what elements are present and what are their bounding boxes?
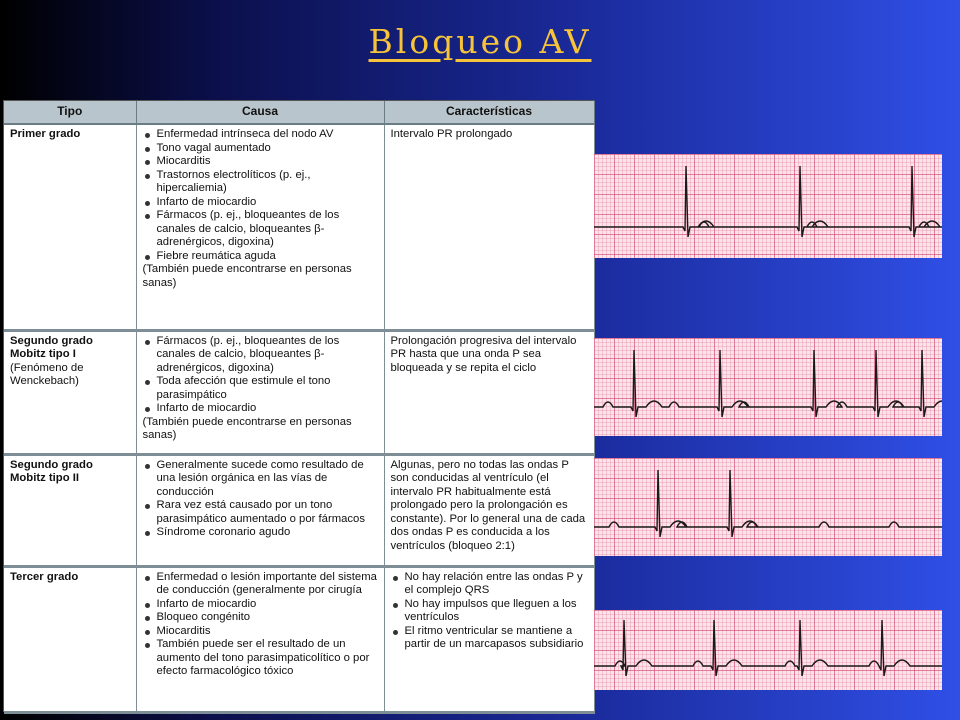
characteristic-text: Prolongación progresiva del intervalo PR hasta que una onda P sea bloqueada y se repita el ciclo — [390, 334, 577, 374]
characteristic-item: No hay impulsos que lleguen a los ventrículos — [391, 598, 588, 625]
cause-item: Rara vez está causado por un tono parasimpático aumentado o por fármacos — [143, 499, 378, 526]
av-block-table-panel — [3, 100, 595, 712]
cell-tipo — [4, 566, 136, 712]
tipo-sublabel: (Fenómeno de Wenckebach) — [10, 361, 84, 387]
characteristic-item: No hay relación entre las ondas P y el complejo QRS — [391, 571, 588, 598]
ecg-strip-mobitz-1 — [594, 338, 942, 436]
cause-item: Miocarditis — [143, 155, 378, 169]
cell-tipo — [4, 454, 136, 566]
header-causa: Causa — [136, 101, 384, 124]
cause-item: También puede ser el resultado de un aumento del tono parasimpaticolítico o por efecto farmacológico tóxico — [143, 638, 378, 679]
cell-causa — [136, 454, 384, 566]
ecg-strip-mobitz-2 — [594, 458, 942, 556]
cause-item: Fármacos (p. ej., bloqueantes de los canales de calcio, bloqueantes β-adrenérgicos, digoxina) — [143, 209, 378, 250]
cause-item: Infarto de miocardio — [143, 402, 378, 416]
ecg-trace — [594, 166, 942, 237]
cause-item: Fármacos (p. ej., bloqueantes de los canales de calcio, bloqueantes β-adrenérgicos, digoxina) — [143, 335, 378, 376]
tipo-label: Segundo grado Mobitz tipo I — [10, 334, 93, 360]
cause-list — [143, 128, 378, 263]
tipo-label: Tercer grado — [10, 570, 79, 583]
ecg-strip-tercer-grado — [594, 610, 942, 690]
table-row — [4, 330, 594, 454]
cell-tipo — [4, 330, 136, 454]
ecg-trace — [594, 470, 942, 537]
cell-caracteristicas — [384, 124, 594, 330]
characteristics-list — [391, 571, 588, 652]
ecg-trace — [594, 350, 942, 417]
cause-item: Enfermedad o lesión importante del sistema de conducción (generalmente por cirugía — [143, 571, 378, 598]
cause-note: (También puede encontrarse en personas sanas) — [142, 263, 352, 289]
characteristic-text: Algunas, pero no todas las ondas P son conducidas al ventrículo (el intervalo PR habitualmente está prolongado pero la prolongación es constante). Por lo general una de cada dos ondas P es conducida a los ventrículos (bloqueo 2:1) — [390, 458, 586, 552]
ecg-trace-svg — [594, 154, 942, 258]
slide-title: Bloqueo AV — [368, 22, 592, 61]
cause-item: Toda afección que estimule el tono parasimpático — [143, 375, 378, 402]
cause-item: Fiebre reumática aguda — [143, 250, 378, 264]
characteristic-item: El ritmo ventricular se mantiene a partir de un marcapasos subsidiario — [391, 625, 588, 652]
cell-caracteristicas — [384, 566, 594, 712]
av-block-table — [4, 101, 595, 714]
table-header-row — [4, 101, 594, 124]
cause-note: (También puede encontrarse en personas sanas) — [142, 415, 352, 441]
ecg-trace-svg — [594, 610, 942, 690]
cell-caracteristicas — [384, 330, 594, 454]
cause-item: Infarto de miocardio — [143, 196, 378, 210]
ecg-trace — [594, 620, 942, 676]
ecg-trace-svg — [594, 338, 942, 436]
cause-list — [143, 335, 378, 416]
cause-item: Síndrome coronario agudo — [143, 526, 378, 540]
table-row — [4, 566, 594, 712]
ecg-strip-primer-grado — [594, 154, 942, 258]
header-tipo: Tipo — [4, 101, 136, 124]
cell-causa — [136, 566, 384, 712]
cell-tipo — [4, 124, 136, 330]
cause-list — [143, 459, 378, 540]
header-caracteristicas: Características — [384, 101, 594, 124]
cell-causa — [136, 124, 384, 330]
cell-causa — [136, 330, 384, 454]
cause-item: Tono vagal aumentado — [143, 142, 378, 156]
cause-item: Trastornos electrolíticos (p. ej., hipercaliemia) — [143, 169, 378, 196]
cause-item: Miocarditis — [143, 625, 378, 639]
cause-item: Generalmente sucede como resultado de una lesión orgánica en las vías de conducción — [143, 459, 378, 500]
cell-caracteristicas — [384, 454, 594, 566]
cause-list — [143, 571, 378, 679]
characteristic-text: Intervalo PR prolongado — [390, 128, 513, 140]
cause-item: Bloqueo congénito — [143, 611, 378, 625]
tipo-label: Primer grado — [10, 128, 81, 140]
tipo-label: Segundo grado Mobitz tipo II — [10, 458, 93, 484]
table-row — [4, 124, 594, 330]
table-row — [4, 454, 594, 566]
cause-item: Infarto de miocardio — [143, 598, 378, 612]
cause-item: Enfermedad intrínseca del nodo AV — [143, 128, 378, 142]
ecg-trace-svg — [594, 458, 942, 556]
